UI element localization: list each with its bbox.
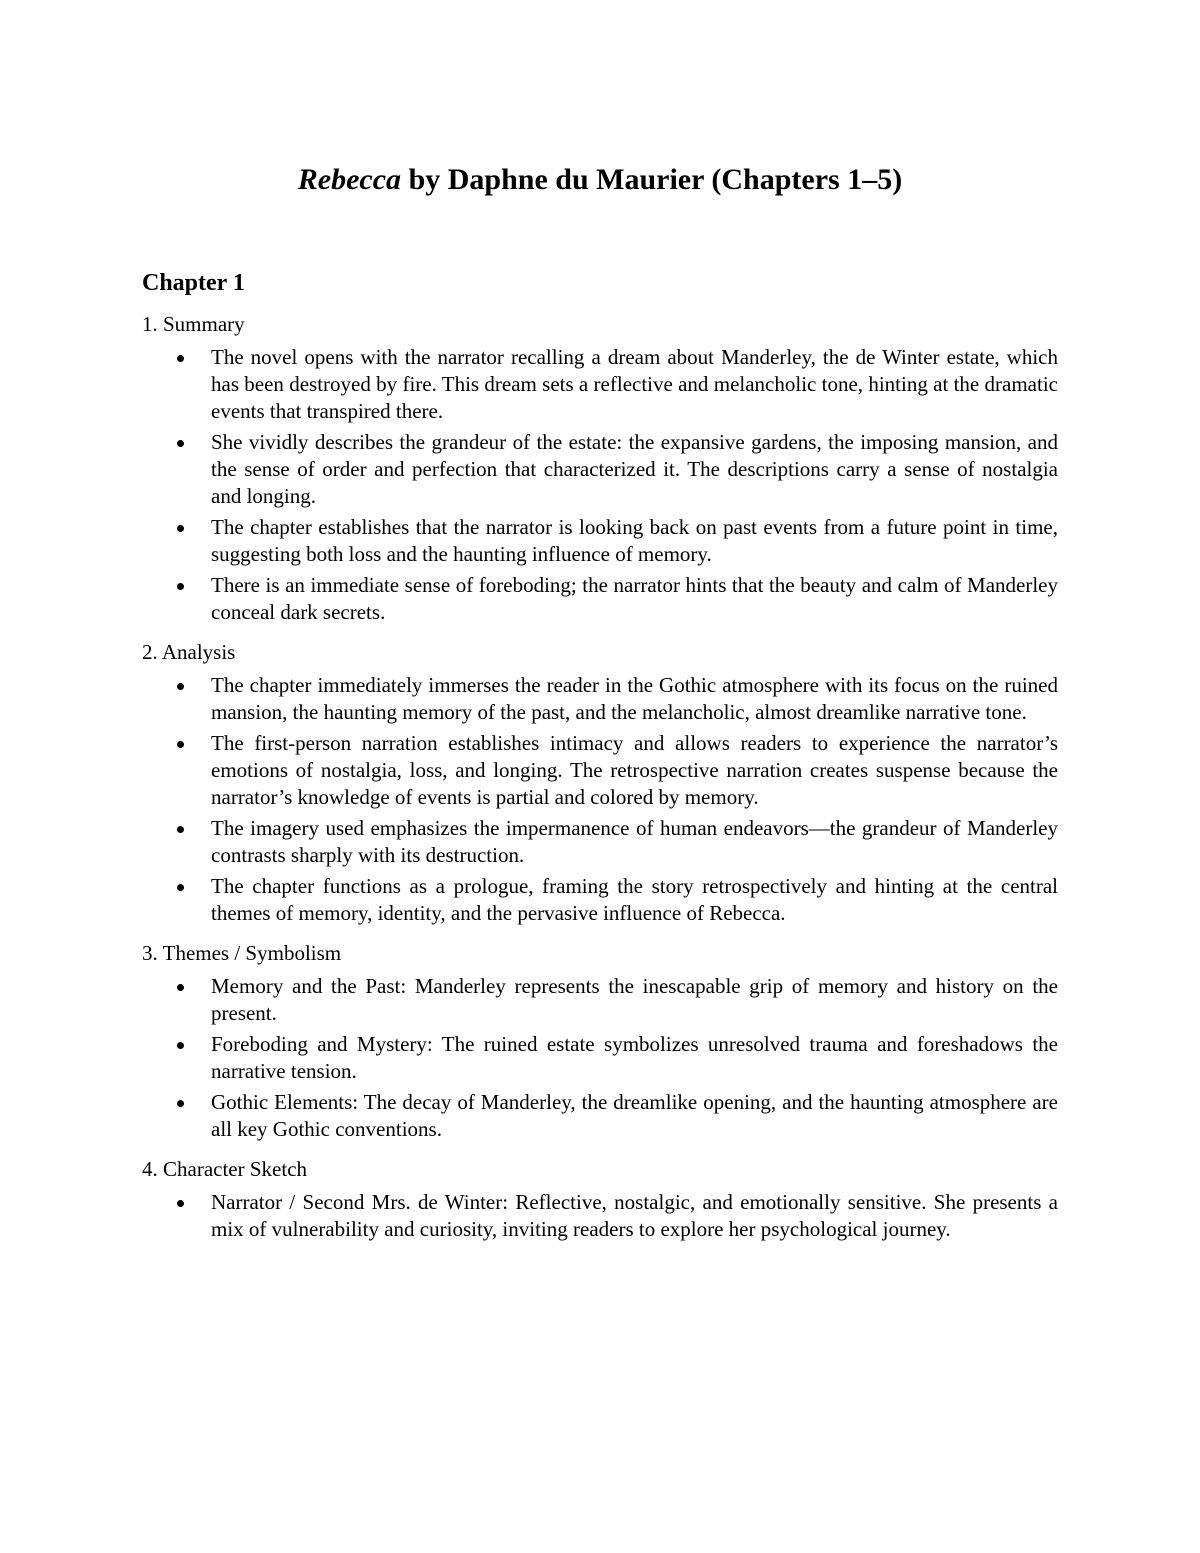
- bullet-text: The novel opens with the narrator recalling a dream about Manderley, the de Winter estate, which has been destroyed by fire. This dream sets a reflective and melancholic tone, hinting at the dramatic events that transpired there.: [211, 345, 1058, 423]
- chapter-sections: [142, 310, 1058, 1243]
- bullet-list: [142, 344, 1058, 626]
- bullet-text: The imagery used emphasizes the impermanence of human endeavors—the grandeur of Manderley contrasts sharply with its destruction.: [211, 816, 1058, 867]
- bullet-item: [142, 815, 1058, 869]
- bullet-list: [142, 672, 1058, 927]
- bullet-item: [142, 1031, 1058, 1085]
- bullet-dot-icon: [177, 1200, 184, 1207]
- bullet-dot-icon: [177, 1100, 184, 1107]
- bullet-dot-icon: [177, 1042, 184, 1049]
- bullet-dot-icon: [177, 884, 184, 891]
- bullet-list: [142, 1189, 1058, 1243]
- bullet-item: [142, 973, 1058, 1027]
- bullet-text: The chapter immediately immerses the reader in the Gothic atmosphere with its focus on the ruined mansion, the haunting memory of the past, and the melancholic, almost dreamlike narrative tone.: [211, 673, 1058, 724]
- bullet-item: [142, 429, 1058, 510]
- bullet-text: The chapter functions as a prologue, framing the story retrospectively and hinting at the central themes of memory, identity, and the pervasive influence of Rebecca.: [211, 874, 1058, 925]
- chapter-heading: Chapter 1: [142, 270, 245, 296]
- bullet-list: [142, 973, 1058, 1143]
- section: [142, 638, 1058, 927]
- bullet-dot-icon: [177, 683, 184, 690]
- document-title: [142, 158, 1058, 202]
- bullet-item: [142, 672, 1058, 726]
- bullet-dot-icon: [177, 984, 184, 991]
- bullet-text: Gothic Elements: The decay of Manderley, the dreamlike opening, and the haunting atmosphere are all key Gothic conventions.: [211, 1090, 1058, 1141]
- bullet-item: [142, 873, 1058, 927]
- bullet-text: The first-person narration establishes intimacy and allows readers to experience the narrator’s emotions of nostalgia, loss, and longing. The retrospective narration creates suspense because the narrator’s knowledge of events is partial and colored by memory.: [211, 731, 1058, 809]
- bullet-item: [142, 514, 1058, 568]
- bullet-item: [142, 730, 1058, 811]
- bullet-dot-icon: [177, 440, 184, 447]
- bullet-text: There is an immediate sense of foreboding; the narrator hints that the beauty and calm of Manderley conceal dark secrets.: [211, 573, 1058, 624]
- bullet-item: [142, 344, 1058, 425]
- bullet-dot-icon: [177, 826, 184, 833]
- section: [142, 939, 1058, 1143]
- bullet-item: [142, 572, 1058, 626]
- section: [142, 310, 1058, 626]
- section-heading: 4. Character Sketch: [142, 1157, 308, 1181]
- title-italic-part: Rebecca: [297, 163, 402, 196]
- bullet-text: Memory and the Past: Manderley represents the inescapable grip of memory and history on the present.: [211, 974, 1058, 1025]
- bullet-text: Foreboding and Mystery: The ruined estate symbolizes unresolved trauma and foreshadows the narrative tension.: [211, 1032, 1058, 1083]
- bullet-dot-icon: [177, 583, 184, 590]
- section: [142, 1155, 1058, 1243]
- section-heading: 3. Themes / Symbolism: [142, 941, 342, 965]
- section-heading: 1. Summary: [142, 312, 245, 336]
- bullet-dot-icon: [177, 741, 184, 748]
- bullet-dot-icon: [177, 525, 184, 532]
- bullet-item: [142, 1189, 1058, 1243]
- bullet-text: Narrator / Second Mrs. de Winter: Reflective, nostalgic, and emotionally sensitive. She presents a mix of vulnerability and curiosity, inviting readers to explore her psychological journey.: [211, 1190, 1058, 1241]
- section-heading: 2. Analysis: [142, 640, 236, 664]
- bullet-item: [142, 1089, 1058, 1143]
- title-rest: by Daphne du Maurier (Chapters 1–5): [401, 163, 903, 196]
- bullet-text: She vividly describes the grandeur of the estate: the expansive gardens, the imposing mansion, and the sense of order and perfection that characterized it. The descriptions carry a sense of nostalgia and longing.: [211, 430, 1058, 508]
- bullet-dot-icon: [177, 355, 184, 362]
- bullet-text: The chapter establishes that the narrator is looking back on past events from a future point in time, suggesting both loss and the haunting influence of memory.: [211, 515, 1058, 566]
